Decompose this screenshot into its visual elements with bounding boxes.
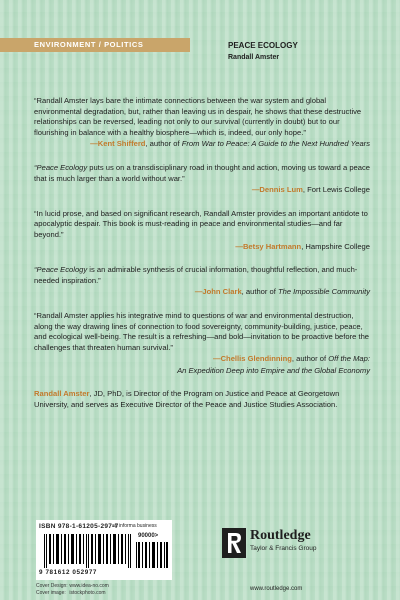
blurb-2 [34,163,370,196]
attribution-rest: , Fort Lewis College [302,185,370,195]
blurb-lead: “Peace Ecology [34,265,88,275]
attribution-rest: , Hampshire College [301,241,370,251]
blurb-text: “Randall Amster lays bare the intimate connections between the war system and global environmental degradation, but, rather than leaving us in despair, he shows that these destructive relationships can be reversed, leading not only to our survival (currently in doubt) but to our flourishing in balance with a healthy biosphere—which is, indeed, our only hope.” [34,96,362,137]
bio-name: Randall Amster [34,389,90,399]
credit-image [36,590,109,597]
bio-text: , JD, PhD, is Director of the Program on Justice and Peace at Georgetown University, and serves as Executive Director of the Peace and Justice Studies Association. [34,389,340,410]
barcode-icon [44,534,132,568]
credit-label: Cover image: [36,589,66,596]
category-tag: ENVIRONMENT / POLITICS [0,38,190,52]
attribution-name: —Betsy Hartmann [235,241,302,251]
publisher-subtitle: Taylor & Francis Group [250,545,317,552]
attribution-work: From War to Peace: A Guide to the Next Hundred Years [181,139,370,149]
blurbs-section [34,96,370,411]
blurb-text: puts us on a transdisciplinary road in thought and action, moving us toward a peace that is much larger than a world without war.” [34,162,371,183]
isbn-label: ISBN 978-1-61205-297-7 [39,523,119,530]
attribution-rest: , author of [291,354,329,364]
credit-label: Cover Design: [36,583,68,589]
credit-value: www.idea-no.com [69,583,109,589]
book-author: Randall Amster [228,54,280,61]
blurb-attribution [34,185,370,196]
attribution-work: An Expedition Deep into Empire and the Global Economy [177,365,370,375]
barcode-addon-label: 90000> [138,533,159,539]
credit-value: istockphoto.com [69,589,106,596]
publisher-name: Routledge [250,528,311,543]
title-block [228,41,298,63]
blurb-3 [34,209,370,252]
blurb-text: is an admirable synthesis of crucial information, thoughtful reflection, and much-needed inspiration.” [34,265,358,285]
blurb-4 [34,265,370,298]
blurb-attribution [34,354,370,365]
blurb-lead: “Peace Ecology [34,162,88,172]
attribution-name: —Kent Shifferd [90,139,146,149]
blurb-attribution-line2 [34,366,370,377]
publisher-url: www.routledge.com [250,586,303,592]
blurb-attribution [34,139,370,150]
attribution-name: —John Clark [194,287,242,297]
attribution-name: —Chellis Glendinning [212,354,292,364]
informa-label: an informa business [112,523,157,529]
attribution-rest: , author of [145,139,182,149]
blurb-5 [34,311,370,377]
routledge-logo-icon [222,528,246,558]
blurb-text: “In lucid prose, and based on significant research, Randall Amster provides an important antidote to apocalyptic despair. This book is must-reading in peace and environmental studies—and far beyond.” [34,208,368,239]
barcode-addon-icon [136,542,168,568]
blurb-text: “Randall Amster applies his integrative mind to questions of war and environmental destruction, along the way drawing lines of connection to food sovereignty, community-building, justice, peace, and ecological well-being. The result is a refreshing—and bold—invitation to be proactive before the challenges that threaten human survival.” [34,310,370,352]
top-banner [0,38,400,52]
blurb-attribution [34,287,370,298]
attribution-rest: , author of [241,287,278,297]
author-bio [34,389,370,410]
barcode-box [36,520,172,580]
attribution-name: —Dennis Lum [251,185,303,195]
barcode-number: 9 781612 052977 [39,569,98,576]
cover-credits [36,583,109,596]
book-title: PEACE ECOLOGY [228,41,298,50]
blurb-1 [34,96,370,150]
attribution-work: Off the Map: [328,354,370,364]
blurb-attribution [34,242,370,253]
attribution-work: The Impossible Community [277,287,370,297]
